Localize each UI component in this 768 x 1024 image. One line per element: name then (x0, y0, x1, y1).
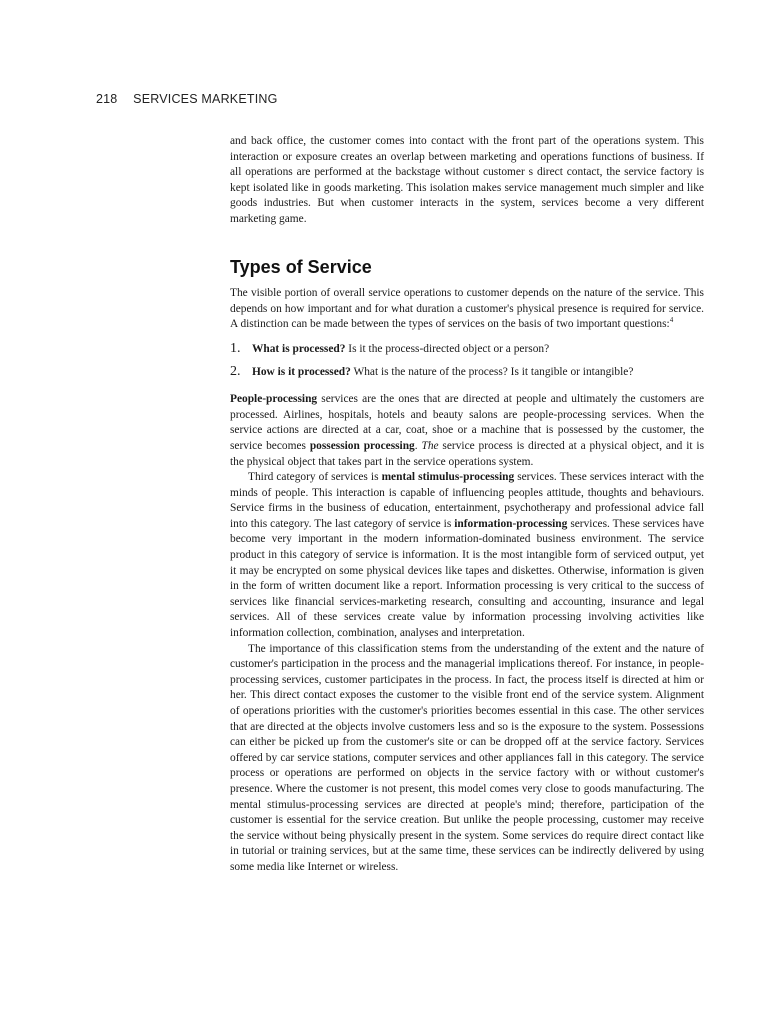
question-text: Is it the process-directed object or a person? (345, 342, 550, 355)
list-item (230, 341, 704, 358)
term-possession-processing: possession processing (309, 439, 415, 452)
mental-stimulus-paragraph (230, 470, 704, 642)
running-header (96, 92, 278, 106)
term-mental-stimulus: mental stimulus-processing (381, 471, 515, 484)
page-number: 218 (96, 92, 118, 106)
section-heading: Types of Service (230, 256, 372, 277)
question-text: What is the nature of the process? Is it tangible or intangible? (350, 365, 634, 378)
footnote-marker: 4 (669, 316, 674, 325)
paragraph-text: services are the ones that are directed at people and ultimately the customers are processed. Airlines, hospitals, hotels and beauty salons are people-processing services. When the service actions are directed at a car, coat, shoe or a machine that is possessed by the customer, the service becomes (230, 393, 704, 452)
paragraph-text: services. These services interact with the minds of people. This interaction is capable of influencing peoples attitude, thoughts and behaviours. Service firms in the business of education, entertainment, psychotherapy and professional advice fall into this category. The last category of service is (230, 471, 704, 530)
list-number: 2. (230, 363, 241, 379)
questions-list (230, 341, 704, 380)
question-bold: What is processed? (252, 342, 346, 355)
importance-paragraph: The importance of this classification stems from the understanding of the extent and the nature of customer's participation in the process and the managerial implications thereof. For instance, in people-processing services, customer participates in the process. In fact, the process itself is directed at him or her. This direct contact exposes the customer to the visible front end of the service system. Alignment of operations priorities with the customer's priorities becomes essential in this case. The other services that are directed at the objects involve customers less and so is the exposure to the system. Possessions can either be picked up from the customer's site or can be dropped off at the service factory. Services offered by car service stations, computer services and other appliances fall in this category. The service process or operations are performed on objects in the service factory with or without customer's presence. Where the customer is not present, this model comes very close to goods manufacturing. The mental stimulus-processing services are directed at people's mind; therefore, participation of the customer is essential for the service creation. But unlike the people processing, customer may receive the service without being physically present in the system. Some services do require direct contact like in tutorial or training services, but at the same time, these services can be indirectly delivered by using some media like Internet or wireless. (230, 642, 704, 873)
intro-paragraph: and back office, the customer comes into contact with the front part of the operations system. This interaction or exposure creates an overlap between marketing and operations functions of business. If all operations are performed at the backstage without customer s direct contact, the service factory is kept isolated like in goods marketing. This isolation makes service management much simpler and like goods industries. But when customer interacts in the system, services become a very different marketing game. (230, 135, 704, 225)
term-information-processing: information-processing (454, 517, 568, 530)
italic-word: The (421, 439, 439, 452)
list-item (230, 364, 704, 381)
lead-paragraph (230, 286, 704, 333)
lead-paragraph-text: The visible portion of overall service operations to customer depends on the nature of the service. This depends on how important and for what duration a customer's physical presence is required for service. A distinction can be made between the types of services on the basis of two important questions: (230, 287, 704, 331)
body-column (230, 134, 704, 876)
paragraph-text: . (414, 439, 422, 452)
paragraph-text: services. These services have become very important in the modern information-dominated business environment. The service product in this category of service is information. It is the most intangible form of serviced output, yet it may be encrypted on some physical devices like tapes and diskettes. Otherwise, information is given in the form of written document like a report. Information processing is very critical to the success of services like financial services-marketing research, consulting and accounting, insurance and legal services. All of these services create value by information processing involving activities like information collection, combination, analyses and interpretation. (230, 517, 704, 640)
term-people-processing: People-processing (230, 393, 318, 406)
running-title: SERVICES MARKETING (133, 92, 278, 106)
question-bold: How is it processed? (252, 365, 351, 378)
paragraph-text: service process is directed at a physical object, and it is the physical object that takes part in the service operations system. (230, 439, 704, 468)
paragraph-text: Third category of services is (248, 471, 382, 484)
people-processing-paragraph (230, 392, 704, 470)
list-text (252, 365, 633, 381)
list-number: 1. (230, 340, 241, 356)
list-text (252, 342, 549, 358)
